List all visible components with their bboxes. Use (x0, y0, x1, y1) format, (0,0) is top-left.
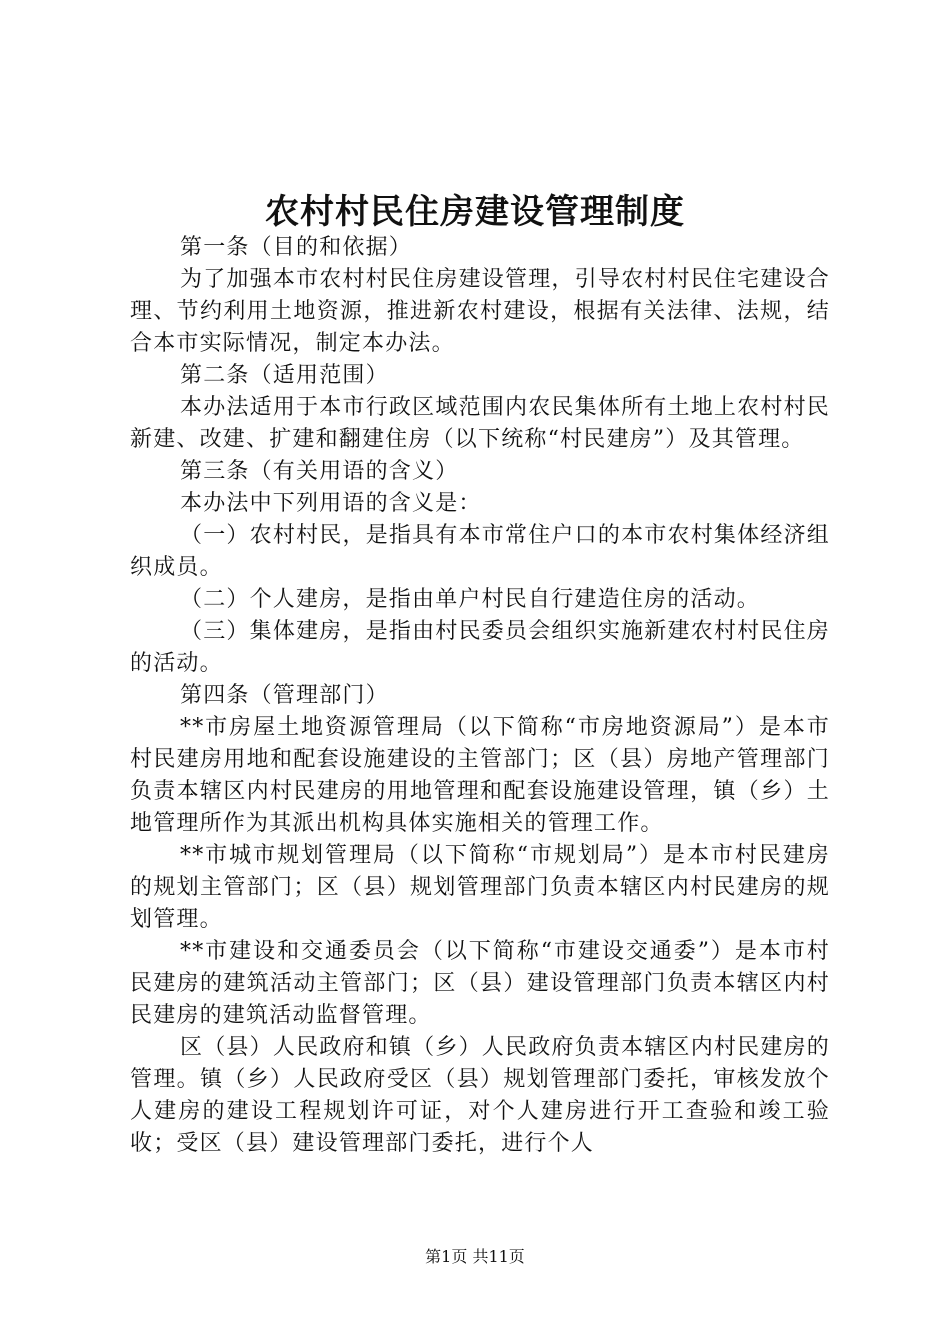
document-body (130, 232, 830, 1160)
document-title: 农村村民住房建设管理制度 (265, 192, 685, 232)
article-heading: 第二条（适用范围） (180, 363, 389, 388)
page-footer: 第1页 共11页 (425, 1247, 525, 1266)
paragraph: **市城市规划管理局（以下简称“市规划局”）是本市村民建房的规划主管部门；区（县）规划管理部门负责本辖区内村民建房的规划管理。 (130, 843, 830, 932)
paragraph: 本办法适用于本市行政区域范围内农民集体所有土地上农村村民新建、改建、扩建和翻建住房（以下统称“村民建房”）及其管理。 (130, 395, 830, 452)
definition-item: （一）农村村民，是指具有本市常住户口的本市农村集体经济组织成员。 (130, 523, 830, 580)
definition-item: （二）个人建房，是指由单户村民自行建造住房的活动。 (180, 587, 761, 612)
article-heading: 第四条（管理部门） (180, 683, 389, 708)
paragraph: **市房屋土地资源管理局（以下简称“市房地资源局”）是本市村民建房用地和配套设施建设的主管部门；区（县）房地产管理部门负责本辖区内村民建房的用地管理和配套设施建设管理，镇（乡）土地管理所作为其派出机构具体实施相关的管理工作。 (130, 715, 830, 836)
article-heading: 第一条（目的和依据） (180, 235, 413, 260)
article-heading: 第三条（有关用语的含义） (180, 459, 459, 484)
definition-item: （三）集体建房，是指由村民委员会组织实施新建农村村民住房的活动。 (130, 619, 830, 676)
paragraph: 区（县）人民政府和镇（乡）人民政府负责本辖区内村民建房的管理。镇（乡）人民政府受区（县）规划管理部门委托，审核发放个人建房的建设工程规划许可证，对个人建房进行开工查验和竣工验收；受区（县）建设管理部门委托，进行个人 (130, 1035, 830, 1156)
paragraph: 为了加强本市农村村民住房建设管理，引导农村村民住宅建设合理、节约利用土地资源，推进新农村建设，根据有关法律、法规，结合本市实际情况，制定本办法。 (130, 267, 830, 356)
paragraph: **市建设和交通委员会（以下简称“市建设交通委”）是本市村民建房的建筑活动主管部门；区（县）建设管理部门负责本辖区内村民建房的建筑活动监督管理。 (130, 939, 830, 1028)
paragraph: 本办法中下列用语的含义是： (180, 491, 482, 516)
